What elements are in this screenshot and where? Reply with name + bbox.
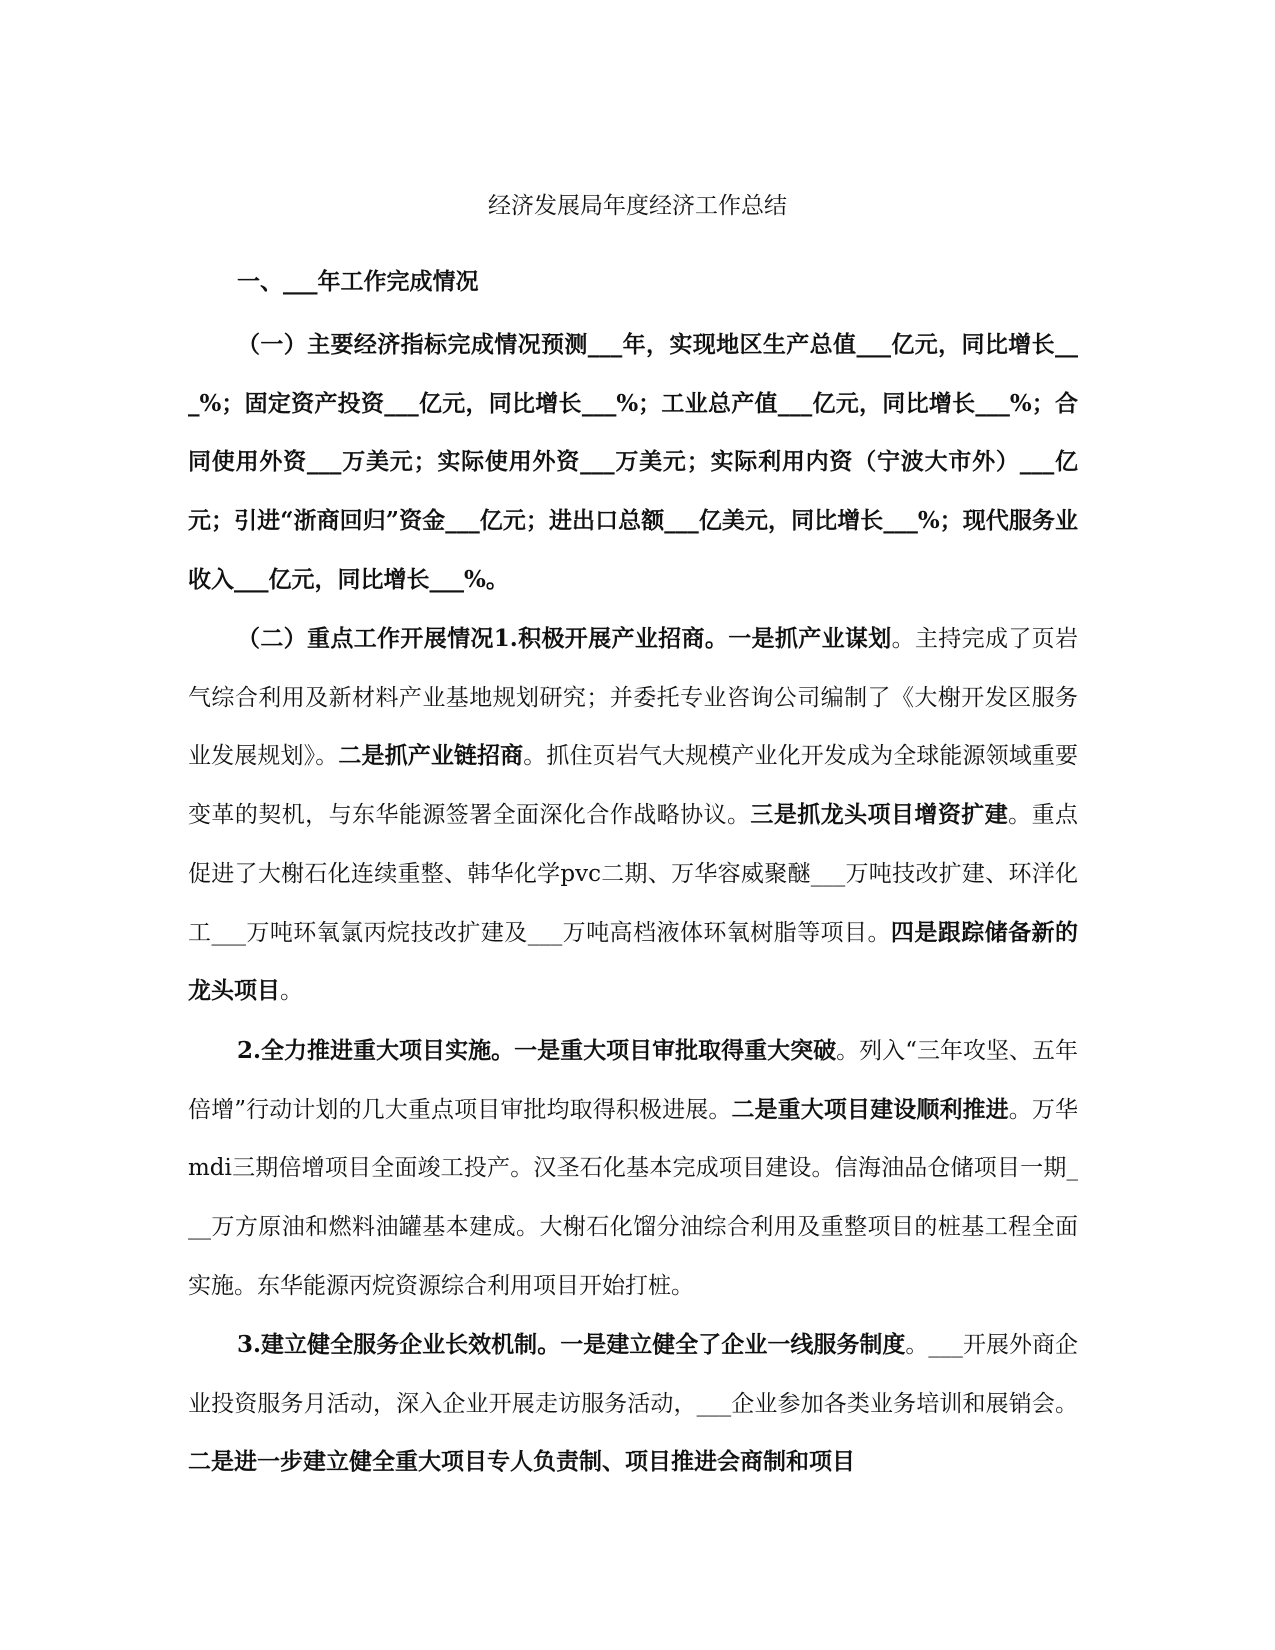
bold-lead: （二）重点工作开展情况1.积极开展产业招商。一是抓产业谋划 (237, 625, 892, 652)
paragraph-indicators: （一）主要经济指标完成情况预测___年，实现地区生产总值___亿元，同比增长___%；固定资产投资___亿元，同比增长___%；工业总产值___亿元，同比增长___%；合同使用外资___万美元；实际使用外资___万美元；实际利用内资（宁波大市外）___亿元；引进“浙商回归”资金___亿元；进出口总额___亿美元，同比增长___%；现代服务业收入___亿元，同比增长___%。 (188, 331, 1078, 593)
body-text: 。 (280, 978, 303, 1005)
paragraph-major-projects (188, 1022, 1078, 1316)
section-heading: 一、___年工作完成情况 (237, 268, 479, 295)
bold-lead: 3.建立健全服务企业长效机制。一是建立健全了企业一线服务制度 (237, 1331, 906, 1358)
bold-phrase: 二是重大项目建设顺利推进 (731, 1095, 1009, 1123)
paragraph-service-mechanism (188, 1316, 1078, 1492)
body-text: 。主持完成了页岩气综合利用及新材料产业基地规划研究；并委托专业咨询公司编制了《大榭开发区服务业发展规划》。 (188, 626, 1079, 770)
bold-phrase: 四是跟踪储备新的龙头项目 (188, 918, 1079, 1005)
bold-lead: 2.全力推进重大项目实施。一是重大项目审批取得重大突破 (237, 1037, 837, 1064)
bold-phrase: 二是进一步建立健全重大项目专人负责制、项目推进会商制和项目 (188, 1448, 855, 1476)
body-text: 。抓住页岩气大规模产业化开发成为全球能源领域重要变革的契机，与东华能源签署全面深化合作战略协议。 (188, 743, 1079, 829)
body-text: 。___开展外商企业投资服务月活动，深入企业开展走访服务活动，___企业参加各类业务培训和展销会。 (188, 1332, 1079, 1417)
bold-phrase: 三是抓龙头项目增资扩建 (750, 801, 1009, 829)
body-text: 。重点促进了大榭石化连续重整、韩华化学pvc二期、万华容威聚醚___万吨技改扩建、环洋化工___万吨环氧氯丙烷技改扩建及___万吨高档液体环氧树脂等项目。 (188, 802, 1079, 946)
document-title: 经济发展局年度经济工作总结 (488, 193, 787, 219)
body-text: 。列入“三年攻坚、五年倍增”行动计划的几大重点项目审批均取得积极进展。 (188, 1038, 1078, 1123)
body-text: 。万华mdi三期倍增项目全面竣工投产。汉圣石化基本完成项目建设。信海油品仓储项目一期___万方原油和燃料油罐基本建成。大榭石化馏分油综合利用及重整项目的桩基工程全面实施。东华能源丙烷资源综合利用项目开始打桩。 (188, 1096, 1079, 1299)
paragraph-key-work (188, 610, 1078, 1021)
bold-phrase: 二是抓产业链招商 (338, 742, 524, 770)
